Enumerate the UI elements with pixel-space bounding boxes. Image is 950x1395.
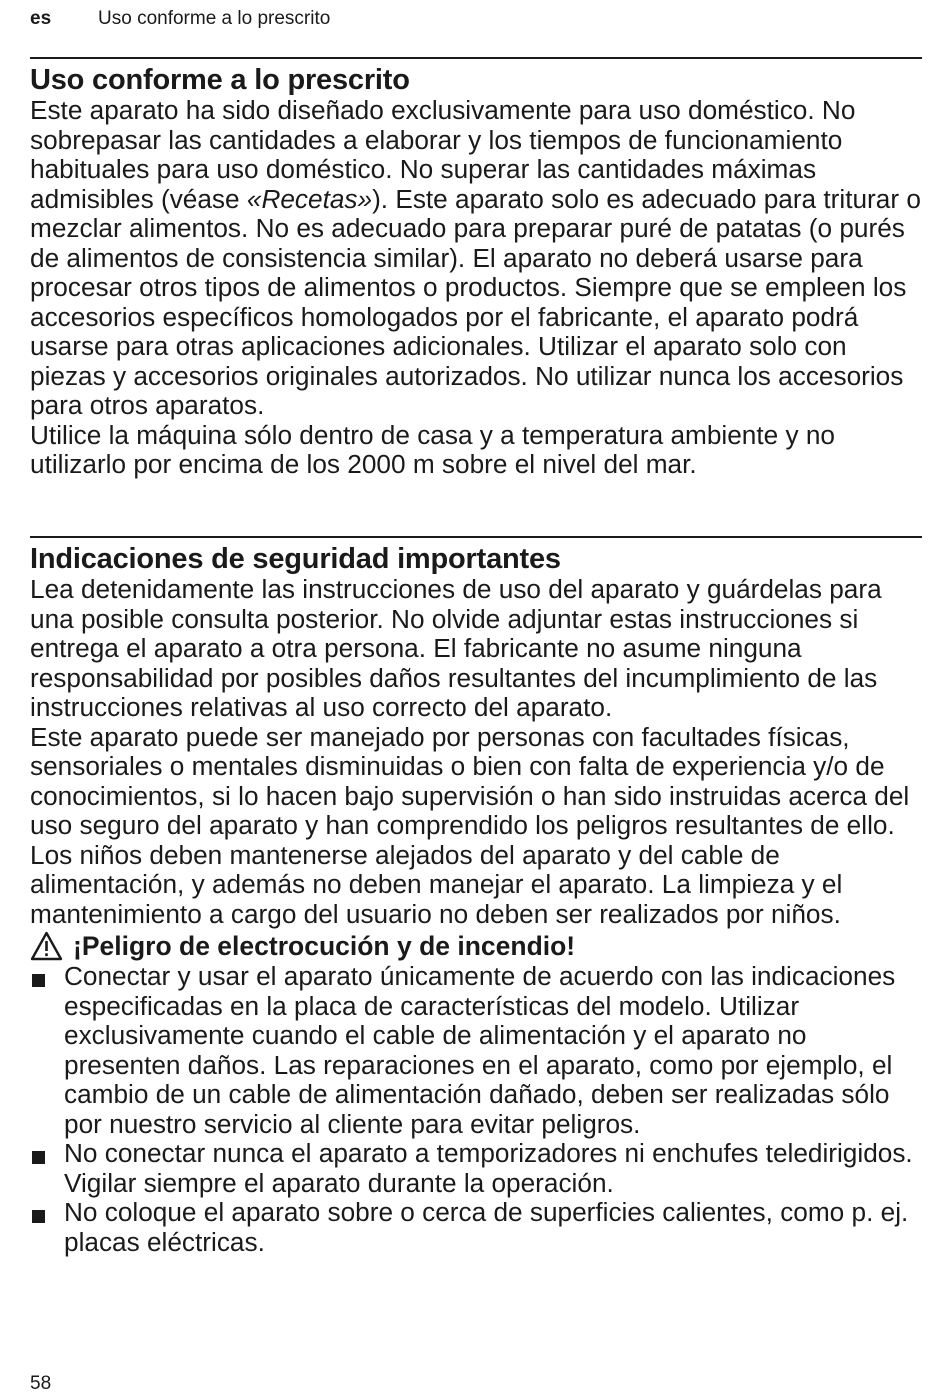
section-safety <box>30 543 925 1257</box>
paragraph-text: ). Este aparato solo es adecuado para triturar o mezclar alimentos. No es adecuado para preparar puré de patatas (o purés de alimentos de consistencia similar). El aparato no deberá usarse para procesar otros tipos de alimentos o productos. Siempre que se empleen los accesorios específicos homologados por el fabricante, el aparato podrá usarse para otras aplicaciones adicionales. Utilizar el aparato solo con piezas y accesorios originales autorizados. No utilizar nunca los accesorios para otros aparatos. <box>30 183 921 420</box>
page-number: 58 <box>30 1373 52 1394</box>
list-item <box>30 962 925 1139</box>
bullet-square-icon <box>32 1210 45 1223</box>
list-item <box>30 1139 925 1198</box>
safety-paragraph: Este aparato puede ser manejado por personas con facultades físicas, sensoriales o mentales disminuidas o bien con falta de experiencia y/o de conocimientos, si lo hacen bajo supervisión o han sido instruidas acerca del uso seguro del aparato y han comprendido los peligros resultantes de ello. Los niños deben mantenerse alejados del aparato y del cable de alimentación, y además no deben manejar el aparato. La limpieza y el mantenimiento a cargo del usuario no deben ser realizados por niños. <box>30 721 910 929</box>
running-header-title: Uso conforme a lo prescrito <box>98 8 331 29</box>
warning-heading <box>30 930 925 962</box>
bullet-square-icon <box>32 1151 45 1164</box>
bullet-square-icon <box>32 974 45 987</box>
list-item-text: Conectar y usar el aparato únicamente de acuerdo con las indicaciones especificadas en la placa de características del modelo. Utilizar exclusivamente cuando el cable de alimentación y el aparato no presenten daños. Las reparaciones en el aparato, como por ejemplo, el cambio de un cable de alimentación dañado, deben ser realizadas sólo por nuestro servicio al cliente para evitar peligros. <box>64 961 896 1139</box>
paragraph-text: Este aparato ha sido diseñado exclusivamente para uso doméstico. No sobrepasar las cantidades a elaborar y los tiempos de funcionamiento habituales para uso doméstico. No superar las cantidades máximas admisibles (véase <box>30 95 856 214</box>
warning-triangle-icon <box>30 931 63 961</box>
safety-paragraph: Lea detenidamente las instrucciones de uso del aparato y guárdelas para una posible consulta posterior. No olvide adjuntar estas instrucciones si entrega el aparato a otra persona. El fabricante no asume ninguna responsabilidad por posibles daños resultantes del incumplimiento de las instrucciones relativas al uso correcto del aparato. <box>30 574 882 722</box>
section-divider <box>30 57 922 59</box>
section-divider <box>30 536 922 538</box>
language-code: es <box>30 8 52 29</box>
section-heading: Uso conforme a lo prescrito <box>30 64 410 96</box>
list-item-text: No conectar nunca el aparato a temporizadores ni enchufes teledirigidos. Vigilar siempre el aparato durante la operación. <box>64 1138 913 1198</box>
warning-heading-text: ¡Peligro de electrocución y de incendio! <box>73 931 576 961</box>
list-item-text: No coloque el aparato sobre o cerca de superficies calientes, como p. ej. placas eléctricas. <box>64 1197 909 1257</box>
section-intended-use <box>30 64 925 480</box>
page-header <box>30 7 330 31</box>
intended-use-paragraph <box>30 96 925 421</box>
section-heading: Indicaciones de seguridad importantes <box>30 543 561 575</box>
warning-list <box>30 962 925 1257</box>
altitude-paragraph: Utilice la máquina sólo dentro de casa y a temperatura ambiente y no utilizarlo por encima de los 2000 m sobre el nivel del mar. <box>30 419 835 479</box>
recipes-reference: «Recetas» <box>246 183 373 214</box>
list-item <box>30 1198 925 1257</box>
